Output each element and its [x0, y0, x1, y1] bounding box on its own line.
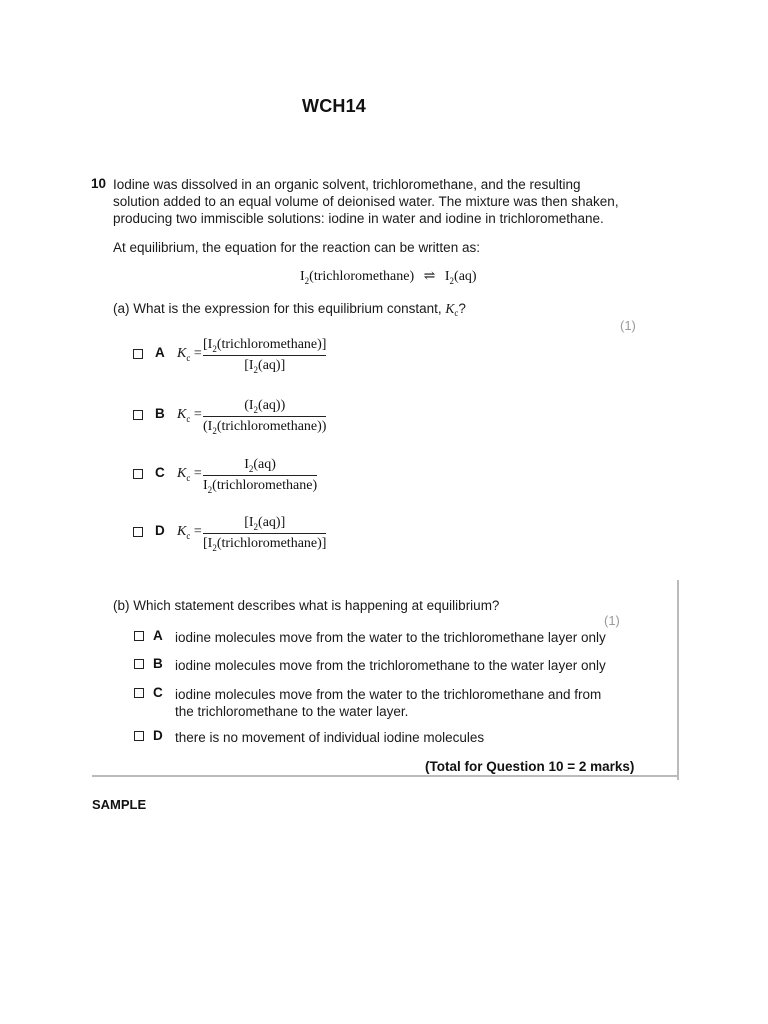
- part-a-k: K: [445, 301, 455, 316]
- numerator-part-2: (aq)): [258, 398, 286, 413]
- checkbox[interactable]: [133, 349, 143, 359]
- numerator-subscript: 2: [248, 464, 254, 474]
- option-a-checkbox-a[interactable]: [133, 349, 143, 359]
- numerator-part-1: [I: [244, 515, 254, 530]
- denominator-part-2: (aq)]: [258, 358, 286, 373]
- numerator-part-1: I: [244, 457, 249, 472]
- kc-label: [177, 524, 202, 541]
- equilibrium-equation: [300, 268, 477, 285]
- part-b-marks: (1): [604, 613, 620, 628]
- option-a-checkbox-b[interactable]: [134, 631, 144, 641]
- option-b-checkbox-a[interactable]: [133, 410, 143, 420]
- question-total: (Total for Question 10 = 2 marks): [425, 759, 635, 774]
- checkbox[interactable]: [134, 731, 144, 741]
- fraction-numerator: [203, 336, 326, 354]
- option-b-checkbox-b[interactable]: [134, 659, 144, 669]
- option-c-checkbox-a[interactable]: [133, 469, 143, 479]
- option-text: iodine molecules move from the water to the trichloromethane layer only: [175, 630, 606, 645]
- numerator-subscript: 2: [212, 344, 217, 354]
- numerator-part-1: (I: [244, 398, 254, 413]
- kc-equals: =: [190, 407, 202, 422]
- denominator-part-1: [I: [244, 358, 254, 373]
- kc-subscript: c: [186, 352, 191, 363]
- part-a-prompt-end: ?: [458, 301, 466, 316]
- numerator-part-2: (trichloromethane)]: [216, 337, 327, 352]
- kc-fraction: [203, 397, 326, 436]
- fraction-bar: [203, 533, 326, 534]
- option-d-checkbox-a[interactable]: [133, 527, 143, 537]
- question-intro-line-2: solution added to an equal volume of deionised water. The mixture was then shaken,: [113, 194, 619, 209]
- checkbox[interactable]: [134, 688, 144, 698]
- checkbox[interactable]: [133, 410, 143, 420]
- option-letter: A: [155, 345, 165, 360]
- denominator-part-1: I: [203, 478, 208, 493]
- fraction-bar: [203, 475, 317, 476]
- kc-fraction: [203, 336, 326, 375]
- option-letter: D: [153, 728, 163, 743]
- numerator-part-2: (aq)]: [258, 515, 286, 530]
- kc-fraction: [203, 456, 317, 495]
- option-text: there is no movement of individual iodine molecules: [175, 730, 485, 745]
- denominator-part-1: (I: [203, 419, 213, 434]
- denominator-subscript: 2: [253, 365, 259, 375]
- denominator-subscript: 2: [212, 543, 217, 553]
- kc-subscript: c: [186, 413, 191, 424]
- kc-label: [177, 346, 202, 363]
- equilibrium-arrow: ⇌: [423, 269, 436, 284]
- fraction-numerator: [244, 514, 285, 532]
- kc-symbol: K: [177, 346, 187, 361]
- equation-left-element: I: [300, 269, 305, 284]
- kc-label: [177, 466, 202, 483]
- equation-intro: At equilibrium, the equation for the reaction can be written as:: [113, 240, 480, 255]
- equation-right-element: I: [444, 269, 450, 284]
- kc-subscript: c: [186, 530, 191, 541]
- margin-rule-vertical: [677, 580, 679, 780]
- equation-left-phase: (trichloromethane): [309, 269, 415, 284]
- page-title: WCH14: [302, 96, 367, 116]
- denominator-part-2: (trichloromethane): [212, 478, 318, 493]
- fraction-bar: [203, 416, 326, 417]
- fraction-bar: [203, 355, 326, 356]
- option-text-continued: the trichloromethane to the water layer.: [175, 704, 409, 719]
- checkbox[interactable]: [134, 659, 144, 669]
- option-text: iodine molecules move from the water to the trichloromethane and from: [175, 687, 602, 702]
- kc-symbol: K: [177, 524, 187, 539]
- kc-fraction: [203, 514, 326, 553]
- question-intro-line-1: Iodine was dissolved in an organic solvent, trichloromethane, and the resulting: [113, 177, 581, 192]
- option-letter: C: [153, 685, 163, 700]
- option-text: iodine molecules move from the trichloromethane to the water layer only: [175, 658, 606, 673]
- sample-label: SAMPLE: [92, 797, 147, 812]
- fraction-denominator: [203, 477, 317, 495]
- part-b-prompt: (b) Which statement describes what is happening at equilibrium?: [113, 598, 500, 613]
- denominator-part-2: (trichloromethane)): [216, 419, 327, 434]
- option-letter: B: [153, 656, 163, 671]
- denominator-subscript: 2: [207, 485, 213, 495]
- kc-symbol: K: [177, 466, 187, 481]
- kc-equals: =: [190, 346, 202, 361]
- equation-right-phase: (aq): [454, 269, 477, 284]
- equation-right-subscript: 2: [449, 276, 455, 286]
- kc-subscript: c: [186, 472, 191, 483]
- numerator-part-1: [I: [203, 337, 213, 352]
- option-d-checkbox-b[interactable]: [134, 731, 144, 741]
- option-letter: A: [153, 628, 163, 643]
- section-divider: [92, 775, 679, 777]
- question-intro-line-3: producing two immiscible solutions: iodine in water and iodine in trichloromethane.: [113, 211, 604, 226]
- fraction-denominator: [203, 418, 326, 436]
- numerator-subscript: 2: [253, 405, 259, 415]
- fraction-denominator: [244, 357, 285, 375]
- numerator-subscript: 2: [253, 522, 259, 532]
- denominator-subscript: 2: [212, 426, 217, 436]
- part-a-prompt-text: (a) What is the expression for this equilibrium constant,: [113, 301, 446, 316]
- option-c-checkbox-b[interactable]: [134, 688, 144, 698]
- part-a-prompt: [113, 300, 466, 319]
- question-number: 10: [91, 176, 107, 191]
- fraction-denominator: [203, 535, 326, 553]
- option-letter: B: [155, 406, 165, 421]
- equation-left-subscript: 2: [304, 276, 310, 286]
- fraction-numerator: [244, 456, 276, 474]
- fraction-numerator: [244, 397, 285, 415]
- part-a-marks: (1): [620, 318, 636, 333]
- checkbox[interactable]: [134, 631, 144, 641]
- denominator-part-1: [I: [203, 536, 213, 551]
- kc-equals: =: [190, 524, 202, 539]
- kc-symbol: K: [177, 407, 187, 422]
- kc-equals: =: [190, 466, 202, 481]
- checkbox[interactable]: [133, 469, 143, 479]
- option-letter: C: [155, 465, 165, 480]
- checkbox[interactable]: [133, 527, 143, 537]
- numerator-part-2: (aq): [253, 457, 276, 472]
- option-letter: D: [155, 523, 165, 538]
- denominator-part-2: (trichloromethane)]: [216, 536, 327, 551]
- part-a-k-subscript: c: [454, 308, 459, 318]
- kc-label: [177, 407, 202, 424]
